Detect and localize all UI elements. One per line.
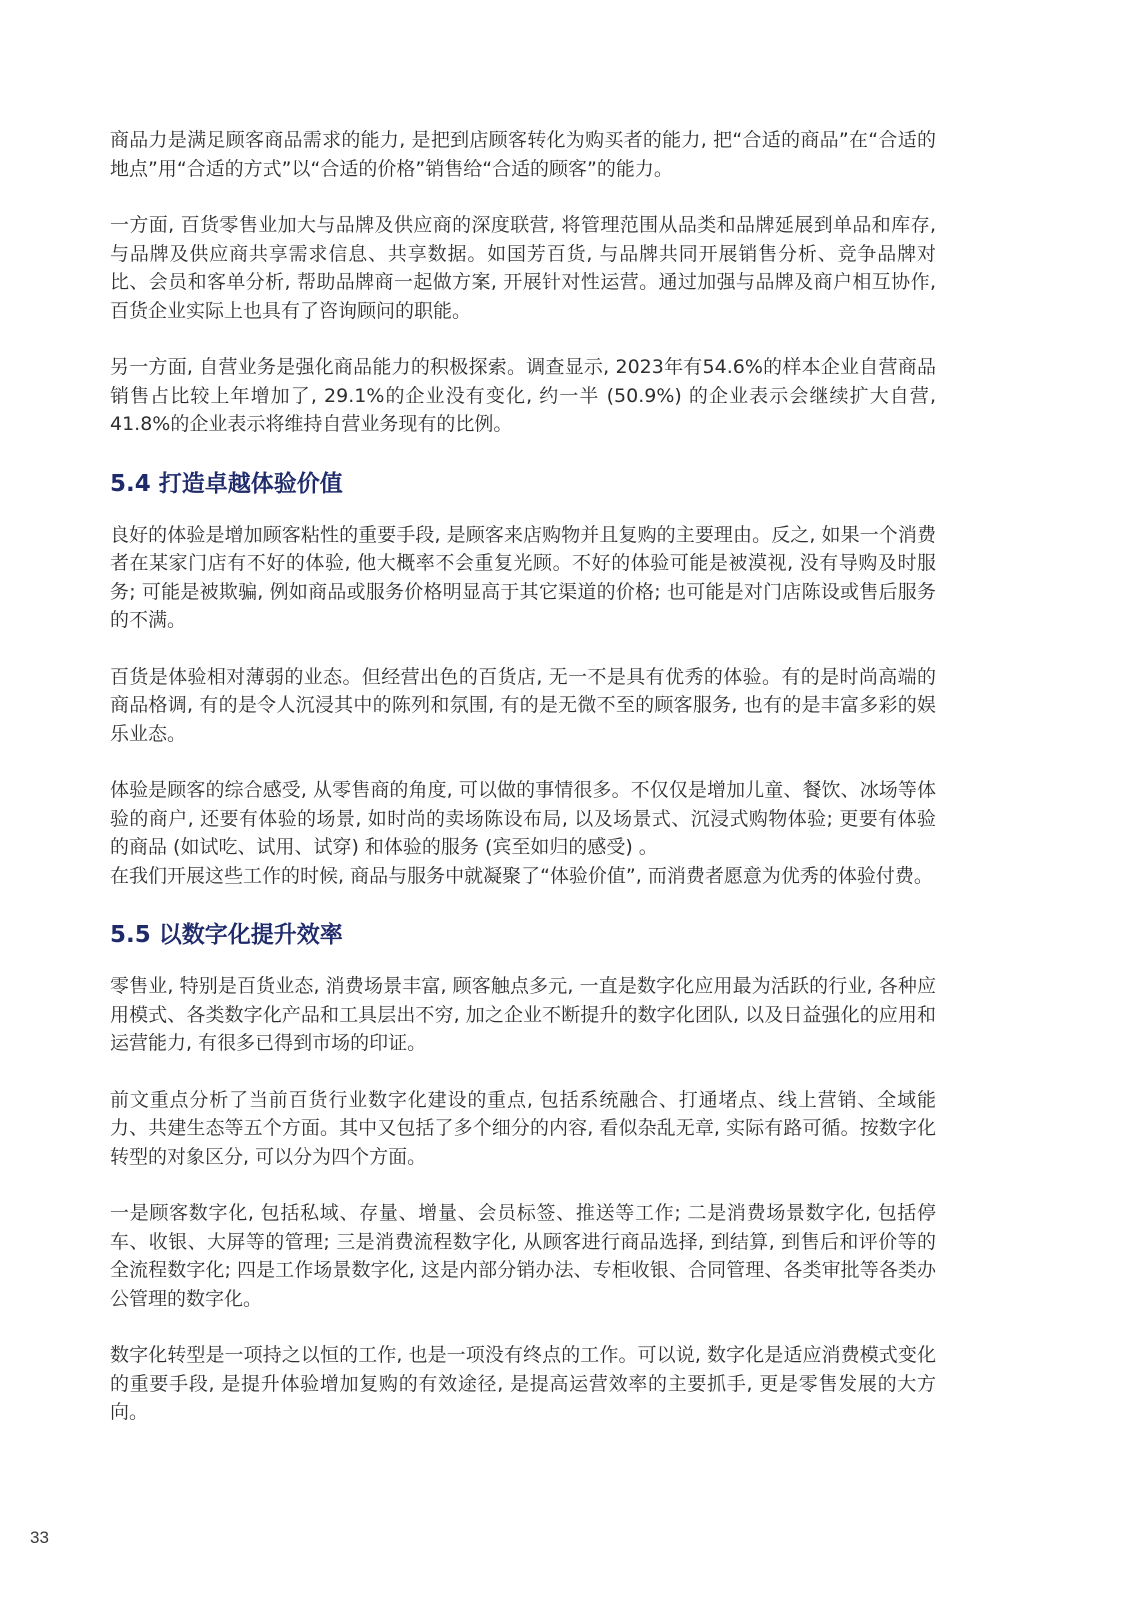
page-content [110, 126, 936, 1455]
paragraph-experience-value: 在我们开展这些工作的时候, 商品与服务中就凝聚了“体验价值”, 而消费者愿意为优秀的体验付费。 [110, 864, 933, 887]
paragraph-self-operation: 另一方面, 自营业务是强化商品能力的积极探索。调查显示, 2023年有54.6%的样本企业自营商品销售占比较上年增加了, 29.1%的企业没有变化, 约一半 (50.9%) 的企业表示会继续扩大自营, 41.8%的企业表示将维持自营业务现有的比例。 [110, 356, 936, 435]
paragraph-experience-importance: 良好的体验是增加顾客粘性的重要手段, 是顾客来店购物并且复购的主要理由。反之, 如果一个消费者在某家门店有不好的体验, 他大概率不会重复光顾。不好的体验可能是被漠视, 没有导购及时服务; 可能是被欺骗, 例如商品或服务价格明显高于其它渠道的价格; 也可能是对门店陈设或售后服务的不满。 [110, 523, 936, 631]
paragraph-department-store-experience: 百货是体验相对薄弱的业态。但经营出色的百货店, 无一不是具有优秀的体验。有的是时尚高端的商品格调, 有的是令人沉浸其中的陈列和氛围, 有的是无微不至的顾客服务, 也有的是丰富多彩的娱乐业态。 [110, 665, 936, 745]
section-heading-5-4: 5.4 打造卓越体验价值 [110, 470, 343, 497]
paragraph-product-power: 商品力是满足顾客商品需求的能力, 是把到店顾客转化为购买者的能力, 把“合适的商品”在“合适的地点”用“合适的方式”以“合适的价格”销售给“合适的顾客”的能力。 [110, 129, 936, 180]
page-number: 33 [30, 1528, 49, 1547]
paragraph-brand-cooperation: 一方面, 百货零售业加大与品牌及供应商的深度联营, 将管理范围从品类和品牌延展到单品和库存, 与品牌及供应商共享需求信息、共享数据。如国芳百货, 与品牌共同开展销售分析、竞争品牌对比、会员和客单分析, 帮助品牌商一起做方案, 开展针对性运营。通过加强与品牌及商户相互协作, 百货企业实际上也具有了咨询顾问的职能。 [110, 214, 936, 322]
paragraph-digitalization-focus: 前文重点分析了当前百货行业数字化建设的重点, 包括系统融合、打通堵点、线上营销、全域能力、共建生态等五个方面。其中又包括了多个细分的内容, 看似杂乱无章, 实际有路可循。按数字化转型的对象区分, 可以分为四个方面。 [110, 1088, 936, 1168]
paragraph-four-aspects: 一是顾客数字化, 包括私域、存量、增量、会员标签、推送等工作; 二是消费场景数字化, 包括停车、收银、大屏等的管理; 三是消费流程数字化, 从顾客进行商品选择, 到结算, 到售后和评价等的全流程数字化; 四是工作场景数字化, 这是内部分销办法、专柜收银、合同管理、各类审批等各类办公管理的数字化。 [110, 1202, 936, 1310]
paragraph-digital-transformation: 数字化转型是一项持之以恒的工作, 也是一项没有终点的工作。可以说, 数字化是适应消费模式变化的重要手段, 是提升体验增加复购的有效途径, 是提高运营效率的主要抓手, 更是零售发展的大方向。 [110, 1344, 936, 1423]
section-heading-5-5: 5.5 以数字化提升效率 [110, 922, 343, 948]
paragraph-retail-digitalization: 零售业, 特别是百货业态, 消费场景丰富, 顾客触点多元, 一直是数字化应用最为活跃的行业, 各种应用模式、各类数字化产品和工具层出不穷, 加之企业不断提升的数字化团队, 以及日益强化的应用和运营能力, 有很多已得到市场的印证。 [110, 975, 936, 1054]
paragraph-experience-scope: 体验是顾客的综合感受, 从零售商的角度, 可以做的事情很多。不仅仅是增加儿童、餐饮、冰场等体验的商户, 还要有体验的场景, 如时尚的卖场陈设布局, 以及场景式、沉浸式购物体验; 更要有体验的商品 (如试吃、试用、试穿) 和体验的服务 (宾至如归的感受) 。 [110, 779, 936, 858]
